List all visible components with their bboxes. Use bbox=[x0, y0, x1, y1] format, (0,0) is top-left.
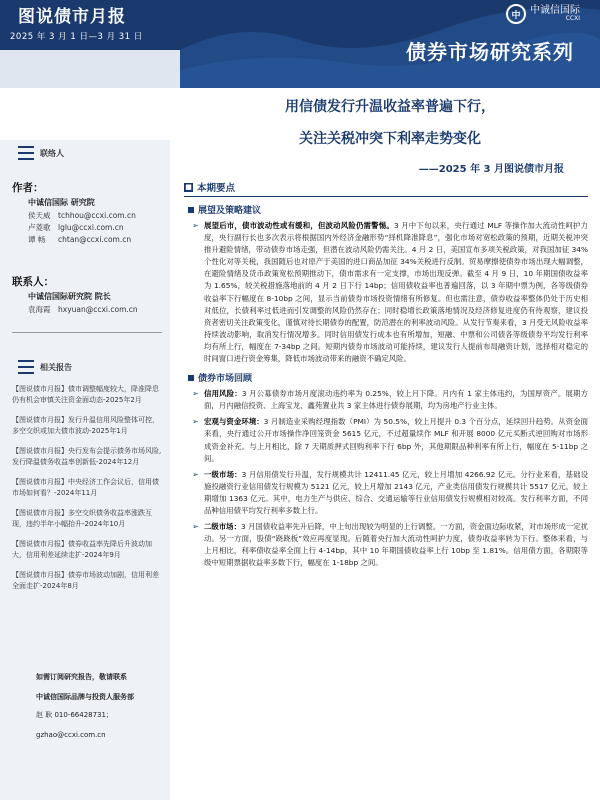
related-report[interactable]: 【图说债市月报】债市调整幅度较大，降准降息仍有机会审慎关注资金面动态-2025年2月 bbox=[12, 385, 159, 404]
subscription-footer bbox=[36, 670, 166, 742]
contacts-title: 联系人： bbox=[12, 276, 54, 288]
contact-header bbox=[18, 146, 64, 160]
list-lines-icon bbox=[18, 146, 34, 160]
date-range: 2025 年 3 月 1 日—3 月 31 日 bbox=[10, 32, 143, 42]
sidebar bbox=[0, 140, 170, 800]
related-report[interactable]: 【图说债市月报】债券收益率先降后升波动加大，信用利差延续走扩-2024年9月 bbox=[12, 540, 152, 559]
secondary-market-paragraph: ➢ 二级市场：3 月国债收益率先升后降，中上旬出现较为明显的上行调整。一方面，资金面边际收紧，对市场形成一定扰动。另一方面，股债“跷跷板”效应再度显现。后随着央行加大流动性呵护力度，债券收益率转为下行。整体来看，与上月相比，利率债收益率全面上行 4-14bp，其中 10 年期国债收益率上行 10bp 至 1.81%。信用债方面，各期限等级中短期票据收益率多数下行，幅度在 1-18bp 之间。 bbox=[192, 522, 588, 568]
summary-box-icon: ■ bbox=[185, 183, 192, 191]
series-title: 债券市场研究系列 bbox=[406, 40, 574, 64]
report-header bbox=[0, 0, 180, 50]
authors-title: 作者： bbox=[12, 182, 44, 194]
related-label: 相关报告 bbox=[40, 362, 72, 372]
primary-market-paragraph: ➢ 一级市场：3 月信用债发行升温，发行规模共计 12411.45 亿元，较上月增加 4266.92 亿元。分行业来看，基础设施投融资行业信用债发行规模为 5121 亿元，较上月增加 2143 亿元，产业类信用债发行规模共计 5517 亿元，较上期增加 1363 亿元。其中，电力生产与供应、综合、交通运输等行业信用债发行规模相对较高。发行利率方面，不同品种信用债平均发行利率多数上行。 bbox=[192, 469, 588, 515]
related-report[interactable]: 【图说债市月报】中央经济工作会议后，信用债市场如何看？-2024年11月 bbox=[12, 478, 159, 497]
footer-line2: 中诚信国际品牌与投资人服务部 bbox=[36, 693, 134, 701]
footer-email[interactable]: gzhao@ccxi.com.cn bbox=[36, 731, 106, 739]
outlook-paragraph: ➢ 展望后市，债市波动性或有缓和，但波动风险仍需警惕。3 月中下旬以来，央行通过 MLF 等操作加大流动性呵护力度，央行副行长也多次表示将根据国内外经济金融形势“择机降准降息”，强化市场对宽松政策的预期，近期关税冲突推升避险情绪，带动债券市场走强，但潜在波动风险仍需关注。4 月 2 日，美国宣布多项关税政策，对我国加征 34%个性化对等关税，我国随后也对原产于美国的进口商品加征 34%关税进行反制。贸易摩擦使债券市场出现大幅调整，在避险情绪及货币政策宽松预期推动下，债市需求有一定支撑，市场出现反弹。截至 4 月 9 日，10 年期国债收益率为 1.65%，较关税措施落地前的 4 月 2 日下行 14bp；信用债收益率也普遍回落，以 3 年期中票为例，各等级债券收益率下行幅度在 8-10bp 之间，显示当前债券市场投资情绪有所修复。但也需注意，债券收益率整体仍处于历史相对低位，长债利率过低进而引发调整的风险仍然存在；同时稳增长政策落地情况及经济修复进度仍有待观察，建议投资者密切关注政策变化，谨慎对待长期债券的配置，防范潜在的利率波动风险。从发行节奏来看，3 月受无风险收益率持续波动影响，取消发行情况增多。同时信用债发行成本也有所增加，短融、中票和公司债各等级债券平均发行利率均有所上行，幅度在 7-34bp 之间。短期内债券市场波动可能持续，建议发行人提前布局融资计划，选择相对稳定的时间窗口进行资金筹集，降低市场波动带来的融资不确定风险。 bbox=[192, 221, 588, 364]
author-row: 谭 畅 chtan@ccxi.com.cn bbox=[28, 235, 132, 244]
report-subtitle: ——2025 年 3 月图说债市月报 bbox=[418, 164, 564, 175]
credit-risk-paragraph: ➢ 信用风险：3 月公募债券市场月度滚动违约率为 0.25%，较上月下降。月内有 1 家主体违约，为国厚资产。展期方面，月内融信投资、上海宝龙、鑫苑置业共 3 家主体进行债券展期，均为房地产行业主体。 bbox=[192, 389, 588, 411]
company-logo bbox=[506, 4, 580, 24]
series-banner bbox=[180, 0, 600, 88]
summary-title: 本期要点 bbox=[197, 183, 236, 194]
related-header bbox=[18, 360, 72, 374]
footer-line1: 如需订阅研究报告，敬请联系 bbox=[36, 673, 127, 681]
author-email[interactable]: chtan@ccxi.com.cn bbox=[58, 235, 132, 244]
arrow-bullet-icon: ➢ bbox=[192, 522, 199, 532]
logo-mark-icon: 中 bbox=[506, 4, 526, 24]
summary-header bbox=[184, 180, 588, 197]
contacts-org: 中诚信国际研究院 院长 bbox=[28, 292, 111, 301]
section-outlook-header: 展望及策略建议 bbox=[188, 203, 588, 216]
report-title-line2: 关注关税冲突下利率走势变化 bbox=[299, 131, 481, 147]
author-row: 侯天威 tchhou@ccxi.com.cn bbox=[28, 211, 136, 220]
macro-paragraph: ➢ 宏观与资金环境：3 月制造业采购经理指数（PMI）为 50.5%，较上月提升 0.3 个百分点，延续回升趋势。从资金面来看，央行通过公开市场操作净回笼资金 5615 亿元，不过超量续作 MLF 和开展 8000 亿元买断式逆回购对市场形成资金补充。与上月相比，除 7 天期质押式回购利率下行 6bp 外，其他期限品种利率有所上行，幅度在 5-11bp 之间。 bbox=[192, 417, 588, 463]
footer-contact: 赵 耿 010-66428731； bbox=[36, 711, 113, 719]
related-report[interactable]: 【图说债市月报】央行发布会提示债务市场风险,发行降温债务收益率创新低-2024年12月 bbox=[12, 447, 162, 466]
author-email[interactable]: lglu@ccxi.com.cn bbox=[58, 223, 124, 232]
header-strip bbox=[0, 50, 180, 88]
related-report[interactable]: 【图说债市月报】债券市场波动加剧，信用利差全面走扩-2024年8月 bbox=[12, 571, 159, 590]
authors-org: 中诚信国际 研究院 bbox=[28, 198, 95, 207]
logo-name: 中诚信国际 bbox=[530, 5, 580, 16]
arrow-bullet-icon: ➢ bbox=[192, 417, 199, 427]
contact-row: 袁海霞 hxyuan@ccxi.com.cn bbox=[28, 305, 138, 314]
contact-email[interactable]: hxyuan@ccxi.com.cn bbox=[58, 305, 138, 314]
arrow-bullet-icon: ➢ bbox=[192, 469, 199, 479]
report-name: 图说债市月报 bbox=[18, 7, 126, 27]
arrow-bullet-icon: ➢ bbox=[192, 389, 199, 399]
divider bbox=[12, 332, 162, 333]
square-bullet-icon bbox=[188, 375, 194, 381]
section-review-header: 债券市场回顾 bbox=[188, 371, 588, 384]
contact-label: 联络人 bbox=[40, 148, 64, 158]
related-list bbox=[12, 384, 162, 601]
square-bullet-icon bbox=[188, 207, 194, 213]
arrow-bullet-icon: ➢ bbox=[192, 221, 199, 230]
author-email[interactable]: tchhou@ccxi.com.cn bbox=[58, 211, 136, 220]
author-row: 卢菱歌 lglu@ccxi.com.cn bbox=[28, 223, 124, 232]
related-report[interactable]: 【图说债市月报】发行升温信用风险整体可控，多空交织或加大债市波动-2025年1月 bbox=[12, 416, 159, 435]
report-title-line1: 用信债发行升温收益率普遍下行， bbox=[285, 99, 495, 115]
list-lines-icon bbox=[18, 360, 34, 374]
main-content bbox=[185, 180, 588, 569]
logo-sub: CCXI bbox=[565, 15, 580, 22]
related-report[interactable]: 【图说债市月报】多空交织债务收益率涨跌互现，违约半年小幅抬升-2024年10月 bbox=[12, 509, 152, 528]
